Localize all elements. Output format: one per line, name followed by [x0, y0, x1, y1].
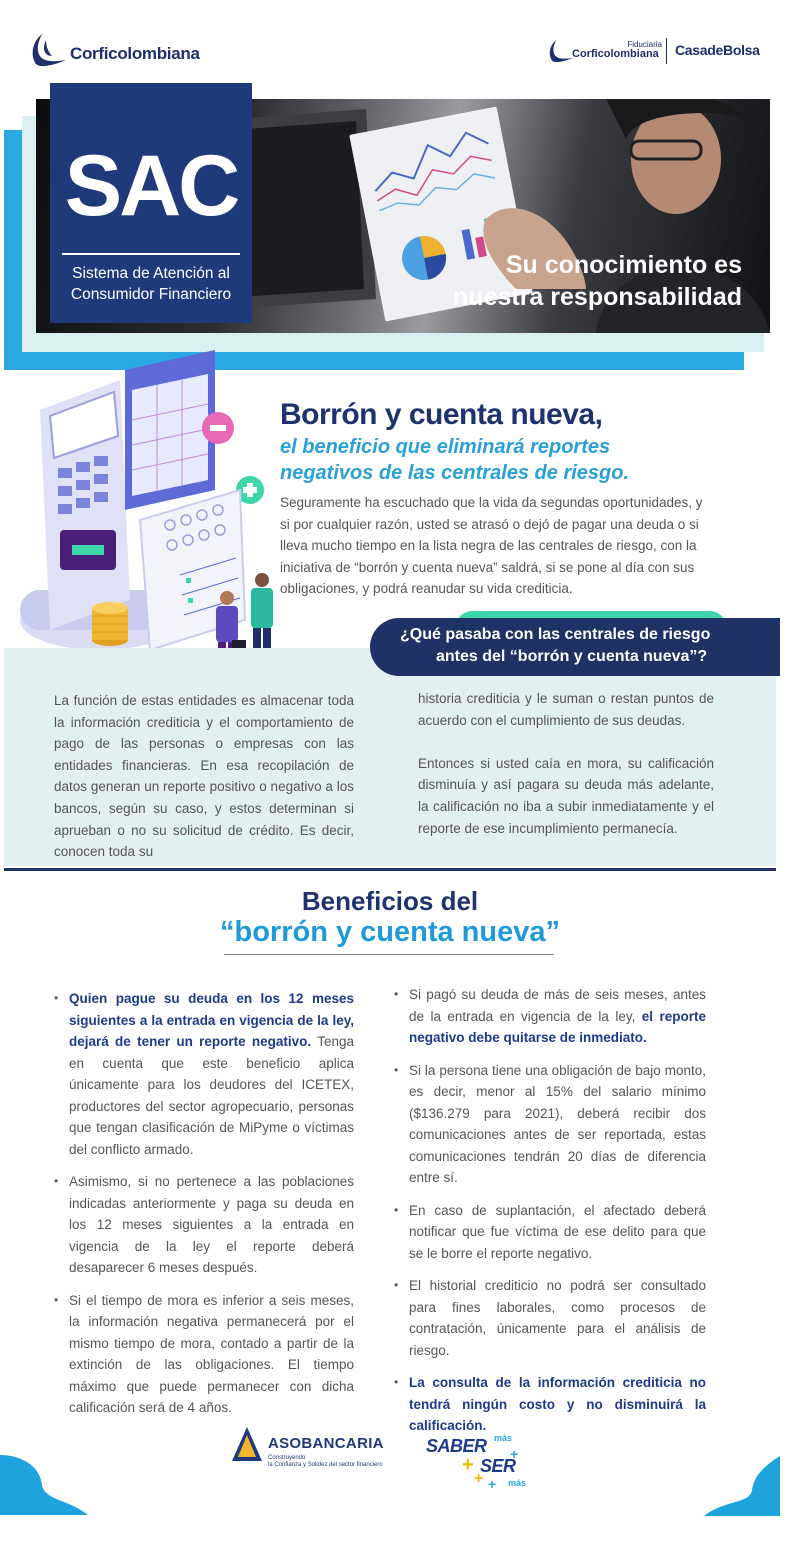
swoosh-logo-icon — [30, 32, 68, 68]
list-item — [54, 1290, 354, 1419]
ser-word: SER — [480, 1456, 516, 1476]
section-divider — [4, 868, 776, 871]
asobancaria-tagline-line2: la Confianza y Solidez del sector financiero — [268, 1462, 383, 1468]
list-item-highlight: Quien pague su deuda en los 12 meses siguientes a la entrada en vigencia de la ley, dejará de tener un reporte negativo. — [69, 991, 354, 1049]
beneficios-list-left — [54, 988, 354, 1430]
list-item-text: Asimismo, si no pertenece a las poblaciones indicadas anteriormente y paga su deuda en los 12 meses siguientes a la entrada en vigencia de la ley el reporte deberá desaparecer 6 meses después. — [69, 1174, 354, 1275]
question-col1: La función de estas entidades es almacenar toda la información crediticia y el comportamiento de pago de las personas o empresas con las entidades financieras. En esa recopilación de datos generan un reporte positivo o negativo a los bancos, según su caso, y estos determinan si aprueban o no su solicitud de crédito. Es decir, conocen toda su — [54, 693, 354, 860]
mas-word-1: más — [494, 1433, 513, 1443]
beneficios-title: Beneficios del — [301, 886, 479, 916]
asobancaria-logo — [230, 1425, 390, 1475]
question-col2-p1: historia crediticia y le suman o restan puntos de acuerdo con el cumplimiento de sus deudas. — [418, 691, 714, 728]
plus-icon: + — [488, 1476, 497, 1492]
question-col2 — [418, 688, 714, 839]
mas-word-2: más — [508, 1478, 527, 1488]
hero-tagline-line1: Su conocimiento es — [505, 251, 742, 279]
list-item-highlight: La consulta de la información crediticia no tendrá ningún costo y no disminuirá la calificación. — [409, 1375, 706, 1433]
list-item — [394, 1275, 706, 1361]
list-item — [394, 1060, 706, 1189]
borron-title: Borrón y cuenta nueva, — [280, 398, 603, 431]
question-heading — [370, 618, 780, 676]
hero-tagline — [422, 249, 742, 313]
sac-subtitle-line1: Sistema de Atención al — [72, 265, 230, 282]
borron-subtitle: el beneficio que eliminará reportes negativos de las centrales de riesgo. — [280, 436, 630, 484]
list-item-text: Si el tiempo de mora es inferior a seis meses, la información negativa permanecerá por el mismo tiempo de mora, contado a partir de la extinción de las obligaciones. El tiempo máximo que puede permanecer con dicha calificación será de 4 años. — [69, 1292, 354, 1415]
corficolombiana-logo — [30, 32, 210, 68]
beneficios-title-highlight: “borrón y cuenta nueva” — [219, 916, 560, 948]
asobancaria-tagline — [268, 1455, 383, 1469]
beneficios-list-right — [394, 984, 706, 1448]
list-item-text: El historial crediticio no podrá ser consultado para fines laborales, como procesos de contratación, únicamente para el análisis de riesgo. — [409, 1278, 706, 1358]
saber-word: SABER — [426, 1436, 487, 1456]
fiduciaria-brand: Corficolombiana — [572, 48, 659, 60]
casadebolsa-brand: CasadeBolsa — [675, 42, 760, 58]
partner-logos — [548, 36, 768, 66]
wave-left-shape — [0, 1455, 90, 1515]
question-line2: antes del “borrón y cuenta nueva”? — [436, 648, 708, 665]
brand-name: Corficolombiana — [70, 44, 200, 63]
sac-subtitle-line2: Consumidor Financiero — [70, 286, 232, 303]
list-item — [394, 1200, 706, 1265]
list-item — [394, 984, 706, 1049]
list-item — [394, 1372, 706, 1437]
sac-subtitle — [50, 263, 252, 305]
saber-mas-ser-mas-logo — [424, 1432, 544, 1496]
question-line1: ¿Qué pasaba con las centrales de riesgo — [400, 626, 711, 643]
asobancaria-name: ASOBANCARIA — [268, 1435, 384, 1452]
wave-right-shape — [704, 1456, 780, 1516]
plus-icon: + — [462, 1454, 474, 1476]
logo-divider — [666, 38, 667, 64]
sac-title: SAC — [64, 138, 238, 234]
question-col2-p2: Entonces si usted caía en mora, su calificación disminuía y así pagara su deuda más adelante, la calificación no iba a subir inmediatamente y el reporte de ese incumplimiento permanecía. — [418, 755, 714, 836]
list-item-highlight: el reporte negativo debe quitarse de inmediato. — [409, 1008, 706, 1045]
list-item-text: Si la persona tiene una obligación de bajo monto, es decir, menor al 15% del salario mínimo ($136.279 para 2021), deberá recibir dos comunicaciones antes de ser reportada, estas comunicaciones tendrán 20 días de diferencia entre sí. — [409, 1062, 706, 1185]
asobancaria-tagline-line1: Construyendo — [268, 1455, 306, 1461]
beneficios-underline — [224, 954, 554, 955]
asobancaria-mark-icon — [230, 1425, 264, 1465]
list-item-text: Si pagó su deuda de más de seis meses, antes de la entrada en vigencia de la ley, — [409, 987, 706, 1024]
swoosh-small-icon — [548, 38, 574, 64]
fiduciaria-label: Fiduciaria — [627, 40, 662, 49]
list-item — [54, 988, 354, 1160]
list-item — [54, 1171, 354, 1279]
hero-tagline-line2: nuestra responsabilidad — [453, 283, 742, 311]
sac-badge — [50, 83, 252, 323]
list-item-text: Tenga en cuenta que este beneficio aplica únicamente para los deudores del ICETEX, productores del sector agropecuario, personas que tengan clasificación de MiPyme o víctimas del conflicto armado. — [69, 1034, 354, 1157]
calculator-illustration — [10, 350, 280, 690]
plus-icon: + — [510, 1446, 519, 1462]
plus-icon: + — [474, 1470, 484, 1487]
list-item-text: En caso de suplantación, el afectado deberá notificar que fue víctima de ese delito para que se le borre el reporte negativo. — [409, 1202, 706, 1261]
borron-body: Seguramente ha escuchado que la vida da segundas oportunidades, y si por cualquier razón, usted se atrasó o dejó de pagar una deuda o si lleva mucho tiempo en la lista negra de las centrales de riesgo, con la iniciativa de “borrón y cuenta nueva” saldrá, si se pone al día con sus obligaciones, y podrá reanudar su vida crediticia. — [280, 495, 703, 596]
sac-divider — [62, 253, 240, 255]
